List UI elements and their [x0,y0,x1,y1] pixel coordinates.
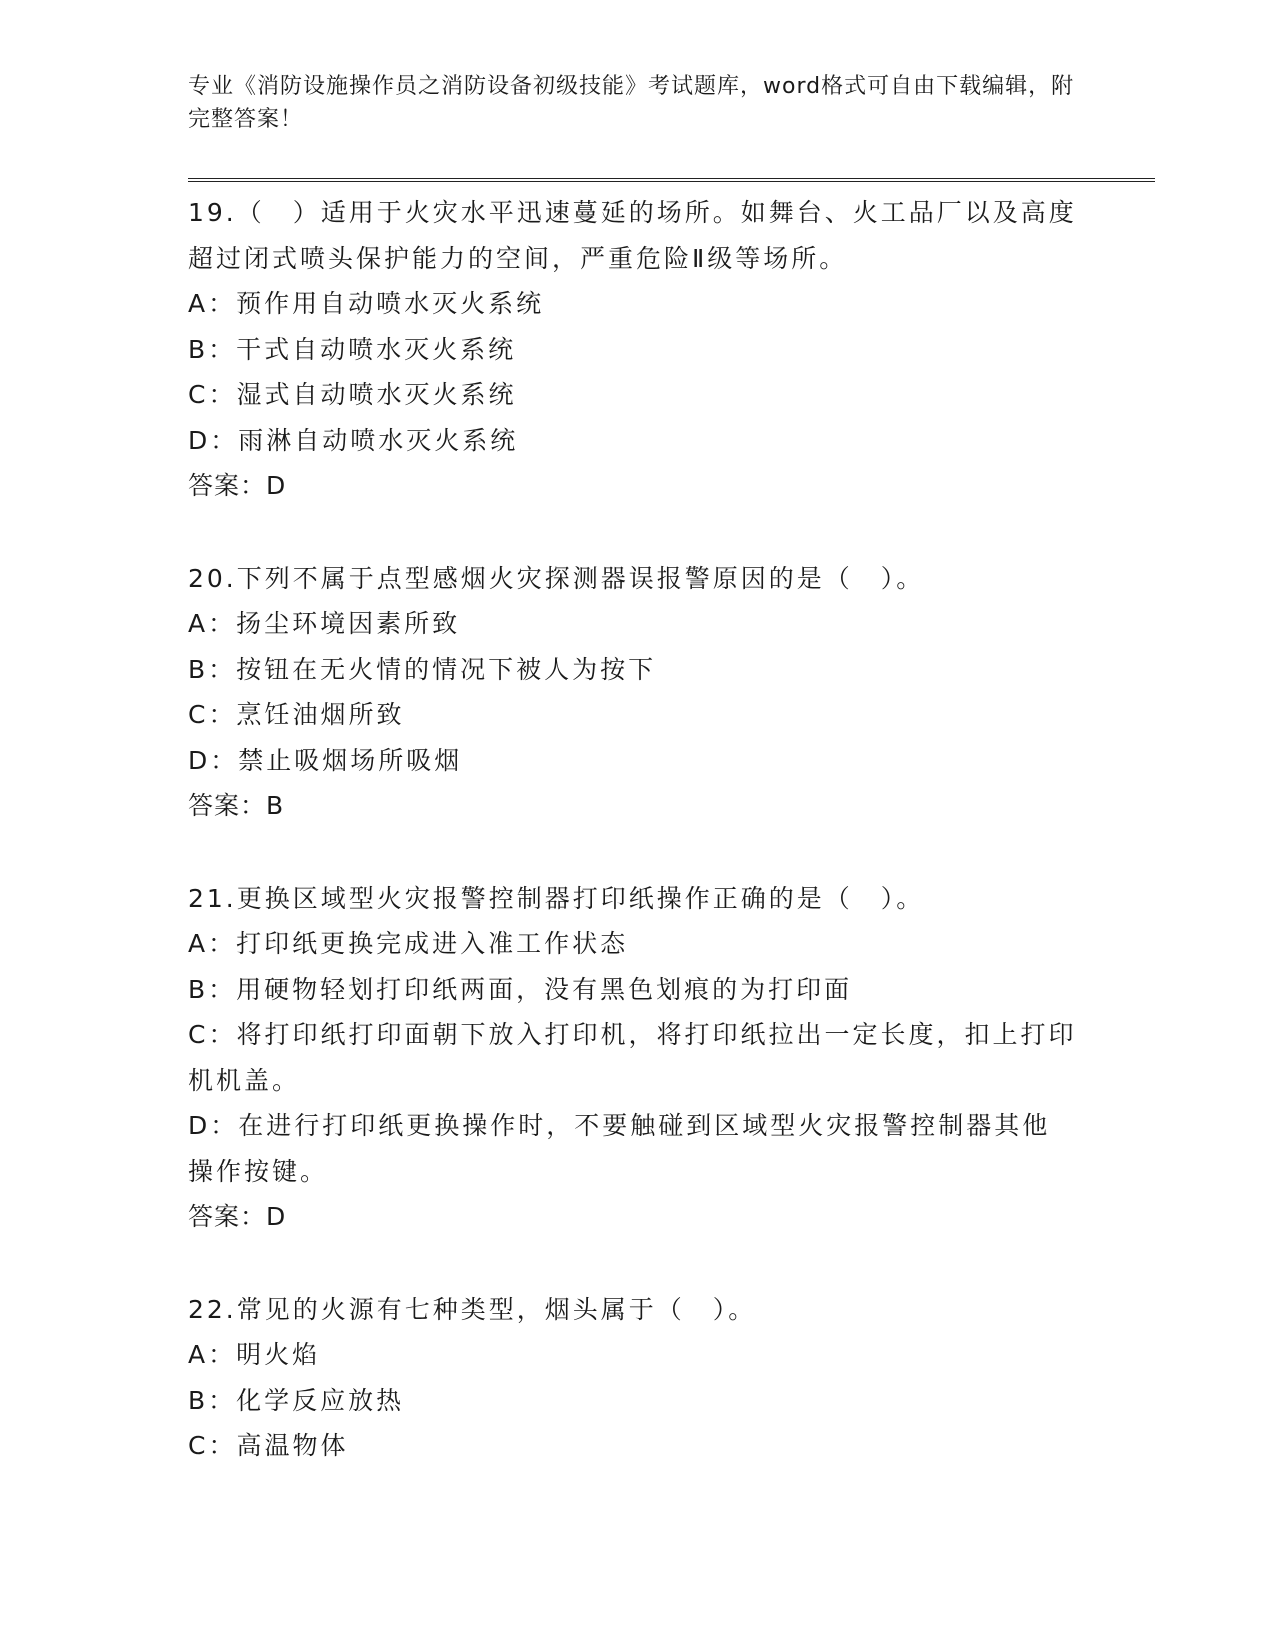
question-19 [188,190,1088,509]
option-a: A：打印纸更换完成进入准工作状态 [188,929,629,958]
question-stem: 21.更换区域型火灾报警控制器打印纸操作正确的是（ ）。 [188,883,925,913]
header-text: 专业《消防设施操作员之消防设备初级技能》考试题库，word格式可自由下载编辑，附完整答案！ [188,74,1075,132]
option-d: D：雨淋自动喷水灭火系统 [188,425,519,455]
option-c: C：湿式自动喷水灭火系统 [188,380,517,409]
option-a: A：扬尘环境因素所致 [188,609,461,638]
document-header [188,70,1188,136]
question-stem: 22.常见的火源有七种类型，烟头属于（ ）。 [188,1294,757,1324]
answer: 答案：B [188,791,285,820]
question-list [188,190,1088,1516]
option-b: B：用硬物轻划打印纸两面，没有黑色划痕的为打印面 [188,974,853,1004]
option-c: C：烹饪油烟所致 [188,700,405,729]
option-c: C：高温物体 [188,1431,349,1460]
question-22 [188,1287,1088,1469]
option-d: D：在进行打印纸更换操作时，不要触碰到区域型火灾报警控制器其他操作按键。 [188,1111,1051,1186]
option-b: B：化学反应放热 [188,1385,405,1415]
header-divider [188,178,1155,182]
option-c: C：将打印纸打印面朝下放入打印机，将打印纸拉出一定长度，扣上打印机机盖。 [188,1020,1077,1095]
answer: 答案：D [188,1202,287,1231]
question-stem: 20.下列不属于点型感烟火灾探测器误报警原因的是（ ）。 [188,563,925,593]
option-a: A：预作用自动喷水灭火系统 [188,289,545,318]
question-20 [188,556,1088,829]
question-stem: 19.（ ）适用于火灾水平迅速蔓延的场所。如舞台、火工品厂以及高度超过闭式喷头保护能力的空间，严重危险Ⅱ级等场所。 [188,198,1077,273]
option-b: B：干式自动喷水灭火系统 [188,334,517,364]
question-21 [188,876,1088,1240]
answer: 答案：D [188,471,287,500]
option-a: A：明火焰 [188,1340,321,1369]
option-b: B：按钮在无火情的情况下被人为按下 [188,654,657,684]
option-d: D：禁止吸烟场所吸烟 [188,745,463,775]
